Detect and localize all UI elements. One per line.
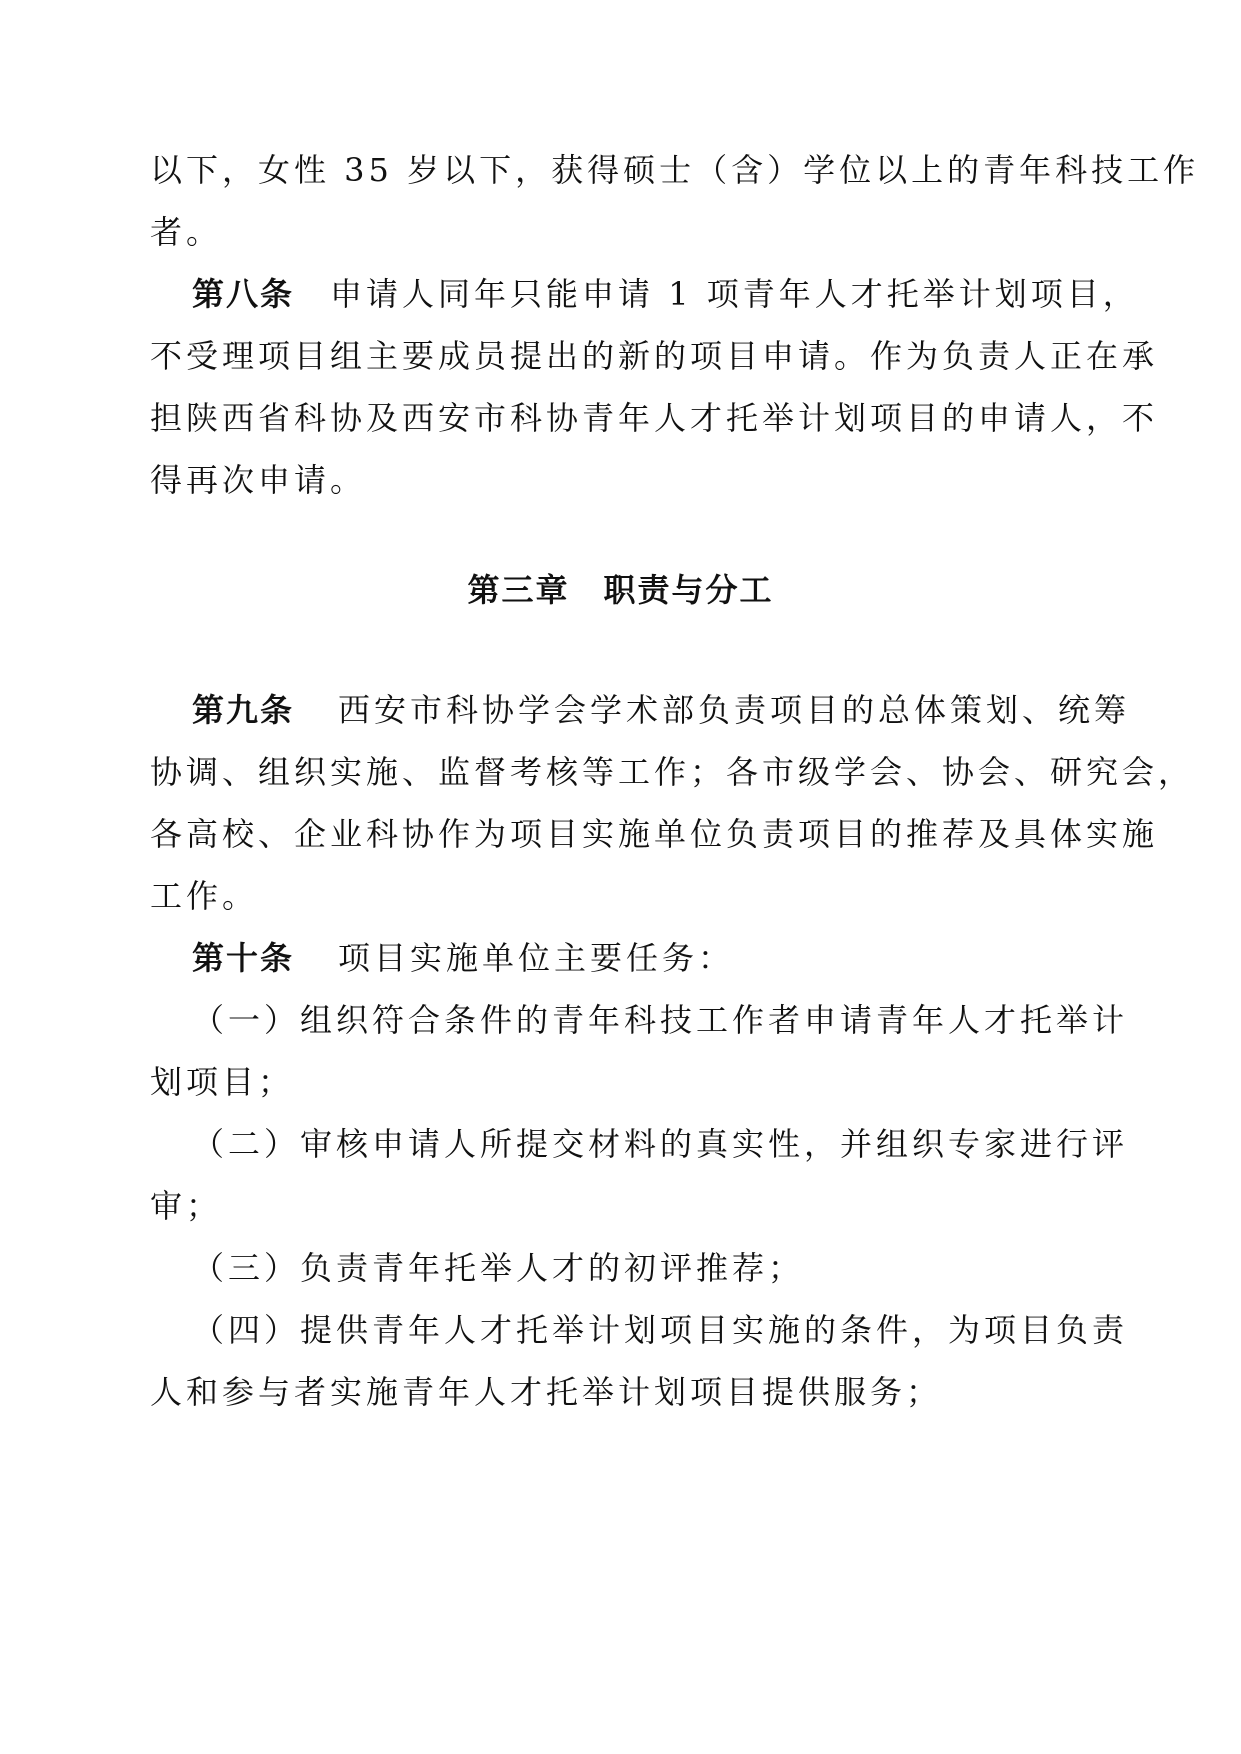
list-item-3: （三）负责青年托举人才的初评推荐； [192, 1249, 805, 1287]
article-8-text: 申请人同年只能申请 1 项青年人才托举计划项目， [330, 275, 1139, 313]
list-item-4: （四）提供青年人才托举计划项目实施的条件，为项目负责 [192, 1311, 1129, 1349]
article-9-label: 第九条 [192, 691, 295, 729]
body-text-line: 得再次申请。 [150, 461, 367, 499]
body-text-line: 各高校、企业科协作为项目实施单位负责项目的推荐及具体实施 [150, 815, 1159, 853]
article-8-first-line [192, 274, 1139, 314]
list-item-1: （一）组织符合条件的青年科技工作者申请青年人才托举计 [192, 1001, 1129, 1039]
body-text-line: 划项目； [150, 1063, 295, 1101]
body-text-line: 担陕西省科协及西安市科协青年人才托举计划项目的申请人，不 [150, 399, 1159, 437]
article-10-intro: 项目实施单位主要任务： [338, 939, 735, 977]
article-10-first-line [192, 938, 1090, 978]
body-text-line: 以下，女性 35 岁以下，获得硕士（含）学位以上的青年科技工作 [150, 151, 1200, 189]
body-text-line: 不受理项目组主要成员提出的新的项目申请。作为负责人正在承 [150, 337, 1159, 375]
body-text-line: 人和参与者实施青年人才托举计划项目提供服务； [150, 1373, 943, 1411]
body-text-line: 者。 [150, 213, 223, 251]
article-9-first-line [192, 690, 1131, 730]
article-10-label: 第十条 [192, 939, 295, 977]
article-8-label: 第八条 [192, 275, 295, 313]
list-item-2: （二）审核申请人所提交材料的真实性，并组织专家进行评 [192, 1125, 1129, 1163]
body-text-line: 工作。 [150, 877, 259, 915]
body-text-line: 协调、组织实施、监督考核等工作；各市级学会、协会、研究会， [150, 753, 1195, 791]
body-text-line: 审； [150, 1187, 223, 1225]
chapter-heading: 第三章 职责与分工 [467, 571, 774, 609]
article-9-text: 西安市科协学会学术部负责项目的总体策划、统筹 [338, 691, 1131, 729]
